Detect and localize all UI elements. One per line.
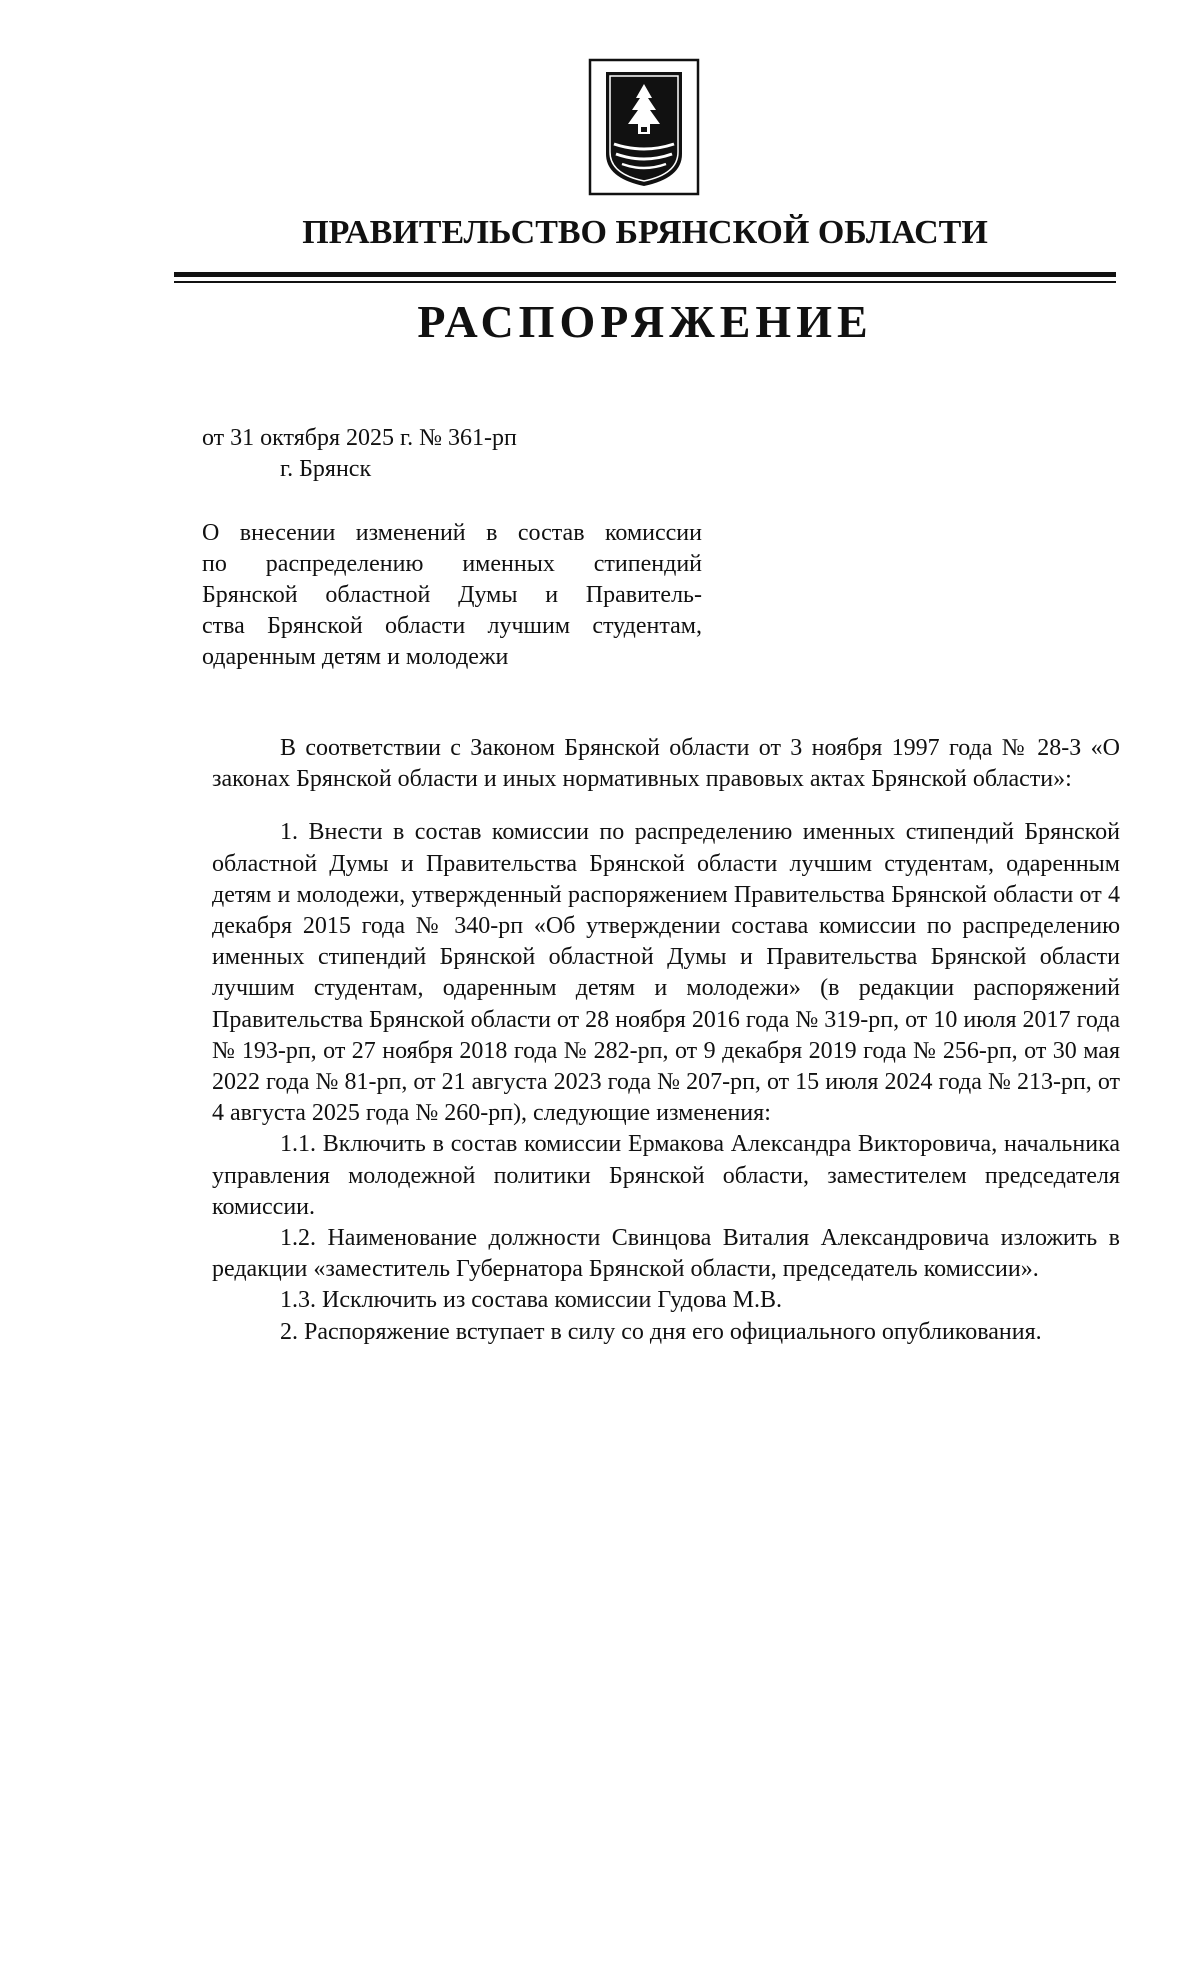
- document-subject: [202, 518, 702, 673]
- item-1-2-paragraph: 1.2. Наименование должности Свинцова Виталия Александровича изложить в редакции «заместитель Губернатора Брянской области, председатель комиссии».: [212, 1225, 1120, 1283]
- header-rule-thin: [174, 281, 1116, 283]
- subject-line: ства Брянской области лучшим студентам,: [202, 613, 702, 639]
- subject-line: О внесении изменений в состав комиссии: [202, 520, 702, 546]
- item-1-3-paragraph: 1.3. Исключить из состава комиссии Гудова М.В.: [280, 1287, 782, 1314]
- preamble-paragraph: В соответствии с Законом Брянской области от 3 ноября 1997 года № 28-З «О законах Брянской области и иных нормативных правовых актах Брянской области»:: [212, 735, 1120, 793]
- document-body: [212, 733, 1120, 1348]
- subject-line: Брянской областной Думы и Правитель-: [202, 582, 702, 608]
- document-type: РАСПОРЯЖЕНИЕ: [417, 296, 873, 347]
- header-rule-thick: [174, 272, 1116, 277]
- item-1-1-paragraph: 1.1. Включить в состав комиссии Ермакова Александра Викторовича, начальника управления молодежной политики Брянской области, заместителем председателя комиссии.: [212, 1131, 1120, 1220]
- subject-line: одаренным детям и молодежи: [202, 644, 509, 670]
- item-1-paragraph: 1. Внести в состав комиссии по распределению именных стипендий Брянской областной Думы и Правительства Брянской области лучшим студентам, одаренным детям и молодежи, утвержденный распоряжением Правительства Брянской области от 4 декабря 2015 года № 340-рп «Об утверждении состава комиссии по распределению именных стипендий Брянской областной Думы и Правительства Брянской области лучшим студентам, одаренным детям и молодежи» (в редакции распоряжений Правительства Брянской области от 28 ноября 2016 года № 319-рп, от 10 июля 2017 года № 193-рп, от 27 ноября 2018 года № 282-рп, от 9 декабря 2019 года № 256-рп, от 30 мая 2022 года № 81-рп, от 21 августа 2023 года № 207-рп, от 15 июля 2024 года № 213-рп, от 4 августа 2025 года № 260-рп), следующие изменения:: [212, 819, 1120, 1127]
- document-city: г. Брянск: [280, 456, 372, 482]
- government-name: ПРАВИТЕЛЬСТВО БРЯНСКОЙ ОБЛАСТИ: [302, 214, 988, 251]
- document-date-number: от 31 октября 2025 г. № 361-рп: [202, 425, 517, 451]
- coat-of-arms-icon: [588, 58, 700, 196]
- subject-line: по распределению именных стипендий: [202, 551, 702, 577]
- item-2-paragraph: 2. Распоряжение вступает в силу со дня его официального опубликования.: [280, 1318, 1042, 1345]
